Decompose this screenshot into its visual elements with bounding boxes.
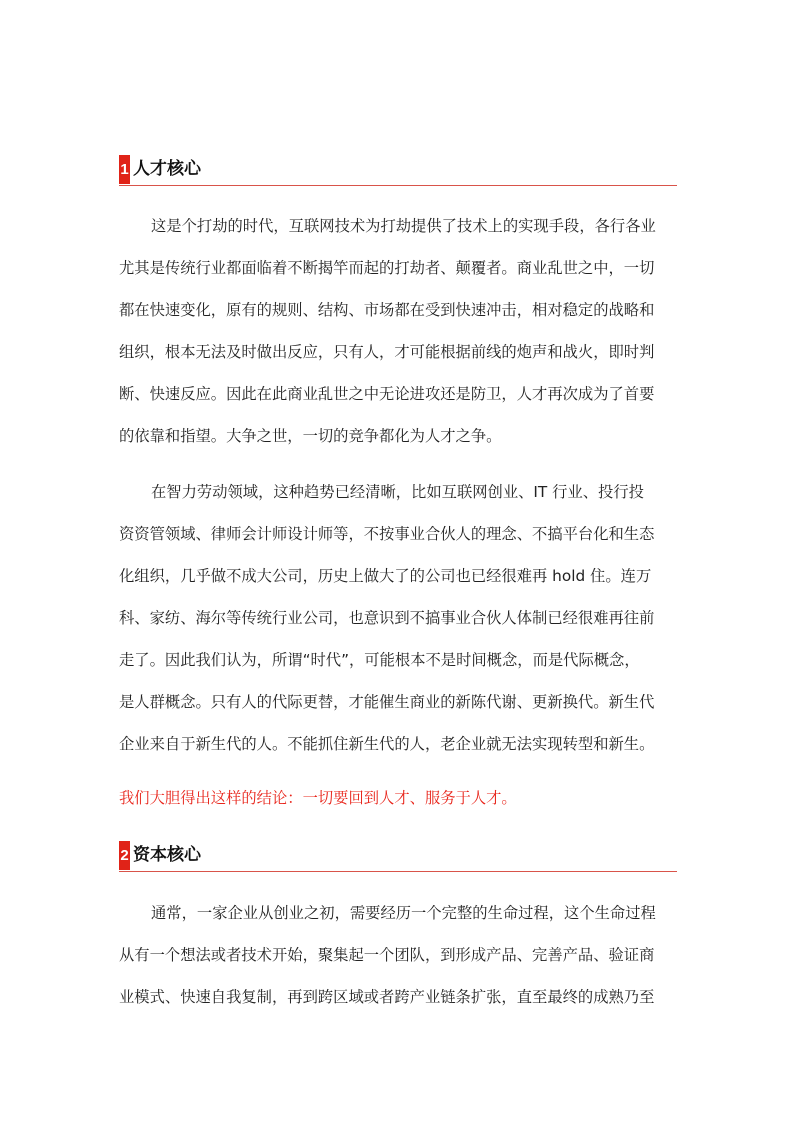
section-heading-talent [119, 155, 677, 186]
paragraph-line: 尤其是传统行业都面临着不断揭竿而起的打劫者、颠覆者。商业乱世之中，一切 [119, 259, 655, 277]
section-number-badge: 1 [119, 155, 130, 184]
section-title: 人才核心 [133, 159, 201, 179]
conclusion-statement: 我们大胆得出这样的结论：一切要回到人才、服务于人才。 [119, 789, 517, 807]
paragraph-line: 的依靠和指望。大争之世，一切的竞争都化为人才之争。 [119, 427, 502, 445]
section-heading-capital [119, 841, 677, 872]
paragraph-line: 断、快速反应。因此在此商业乱世之中无论进攻还是防卫，人才再次成为了首要 [119, 385, 655, 403]
section-number-badge: 2 [119, 841, 130, 870]
paragraph-line: 是人群概念。只有人的代际更替，才能催生商业的新陈代谢、更新换代。新生代 [119, 693, 655, 711]
paragraph-line: 企业来自于新生代的人。不能抓住新生代的人，老企业就无法实现转型和新生。 [119, 735, 655, 753]
paragraph-line: 化组织，几乎做不成大公司，历史上做大了的公司也已经很难再 hold 住。连万 [119, 567, 652, 585]
paragraph-line: 科、家纺、海尔等传统行业公司，也意识到不搞事业合伙人体制已经很难再往前 [119, 609, 655, 627]
paragraph-line: 资资管领域、律师会计师设计师等，不按事业合伙人的理念、不搞平台化和生态 [119, 525, 655, 543]
paragraph-line: 在智力劳动领域，这种趋势已经清晰，比如互联网创业、IT 行业、投行投 [151, 483, 644, 501]
paragraph-line: 通常，一家企业从创业之初，需要经历一个完整的生命过程，这个生命过程 [151, 904, 656, 922]
paragraph-line: 业模式、快速自我复制，再到跨区域或者跨产业链条扩张，直至最终的成熟乃至 [119, 988, 655, 1006]
paragraph-line: 这是个打劫的时代，互联网技术为打劫提供了技术上的实现手段，各行各业 [151, 217, 656, 235]
paragraph-line: 都在快速变化，原有的规则、结构、市场都在受到快速冲击，相对稳定的战略和 [119, 301, 655, 319]
paragraph-line: 组织，根本无法及时做出反应，只有人，才可能根据前线的炮声和战火，即时判 [119, 343, 655, 361]
paragraph-line: 走了。因此我们认为，所谓“时代”，可能根本不是时间概念，而是代际概念， [119, 651, 640, 669]
section-title: 资本核心 [133, 845, 201, 865]
paragraph-line: 从有一个想法或者技术开始，聚集起一个团队，到形成产品、完善产品、验证商 [119, 946, 655, 964]
